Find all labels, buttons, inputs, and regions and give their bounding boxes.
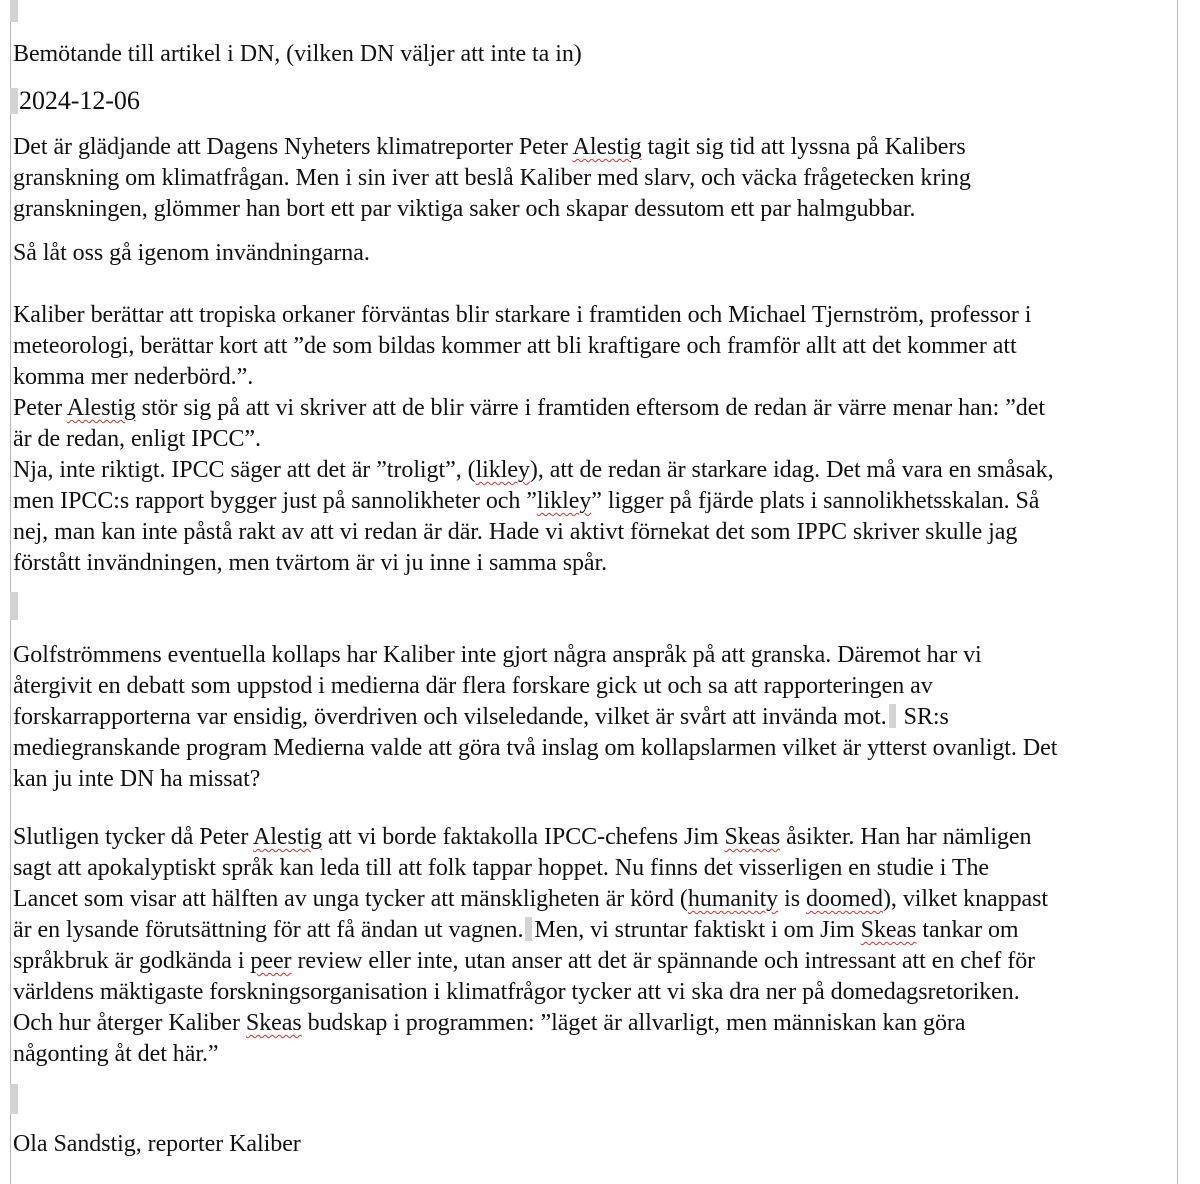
spellcheck-word: Alestig [66,395,136,421]
paragraph-marker [10,0,18,22]
spellcheck-word: doomed [805,886,883,912]
section2-line: Golfströmmens eventuella kollaps har Kaliber inte gjort några anspråk på att granska. Däremot har vi [13,642,982,668]
section1-line: nej, man kan inte påstå rakt av att vi redan är där. Hade vi aktivt förnekat det som IPPC skriver skulle jag [13,519,1018,545]
document-heading: Bemötande till artikel i DN, (vilken DN väljer att inte ta in) [13,41,582,67]
section1-line: men IPCC:s rapport bygger just på sannolikheter och ”likley” ligger på fjärde plats i sannolikhetsskalan. Så [13,488,1040,514]
intro-line: granskningen, glömmer han bort ett par viktiga saker och skapar dessutom ett par halmgubbar. [13,196,916,222]
spellcheck-word: peer [250,948,292,974]
lead-text: Så låt oss gå igenom invändningarna. [13,240,370,266]
section1-line: Nja, inte riktigt. IPCC säger att det är ”troligt”, (likley), att de redan är starkare idag. Det må vara en småsak, [13,457,1054,483]
section3-line: Lancet som visar att hälften av unga tycker att mänskligheten är körd (humanity is doomed), vilket knappast [13,886,1049,912]
spellcheck-word: Skeas [245,1010,302,1036]
paragraph-marker [10,88,18,114]
inline-marker [525,917,532,941]
section2-line: återgivit en debatt som uppstod i medierna där flera forskare gick ut och sa att rapporteringen av [13,673,933,699]
section2-line: kan ju inte DN ha missat? [13,766,261,792]
spellcheck-word: Skeas [860,917,917,943]
section1-line: meteorologi, berättar kort att ”de som bildas kommer att bli kraftigare och framför allt att det kommer att [13,333,1017,359]
section3-line: är en lysande förutsättning för att få ändan ut vagnen. Men, vi struntar faktiskt i om Jim Skeas tankar om [13,917,1019,943]
document-page [10,0,1178,1184]
paragraph-marker [10,592,18,620]
section1-line: förstått invändningen, men tvärtom är vi ju inne i samma spår. [13,550,608,576]
section3-line: språkbruk är godkända i peer review eller inte, utan anser att det är spännande och intressant att en chef för [13,948,1036,974]
spellcheck-word: likley [536,488,592,514]
spellcheck-word: Alestig [572,134,642,160]
section1-line: är de redan, enligt IPCC”. [13,426,261,452]
spellcheck-word: likley [475,457,530,483]
inline-marker [889,704,896,728]
section3-line: sagt att apokalyptiskt språk kan leda till att folk tappar hoppet. Nu finns det visserligen en studie i The [13,855,989,881]
document-date: 2024-12-06 [19,86,140,115]
section3-line: Och hur återger Kaliber Skeas budskap i programmen: ”läget är allvarligt, men människan kan göra [13,1010,966,1036]
spellcheck-word: Alestig [252,824,322,850]
spellcheck-word: Skeas [724,824,781,850]
intro-line: Det är glädjande att Dagens Nyheters klimatreporter Peter Alestig tagit sig tid att lyssna på Kalibers [13,134,966,160]
section1-line: Kaliber berättar att tropiska orkaner förväntas blir starkare i framtiden och Michael Tjernström, professor i [13,302,1032,328]
spellcheck-word: humanity [687,886,779,912]
intro-line: granskning om klimatfrågan. Men i sin iver att beslå Kaliber med slarv, och väcka frågetecken kring [13,165,971,191]
section2-line: forskarrapporterna var ensidig, överdriven och vilseledande, vilket är svårt att invända mot. SR:s [13,704,949,730]
section3-line: någonting åt det här.” [13,1041,219,1067]
signature: Ola Sandstig, reporter Kaliber [13,1131,301,1157]
paragraph-marker [10,1084,18,1114]
section3-line: världens mäktigaste forskningsorganisation i klimatfrågor tycker att vi ska dra ner på domedagsretoriken. [13,979,1020,1005]
section1-line: Peter Alestig stör sig på att vi skriver att de blir värre i framtiden eftersom de redan är värre menar han: ”det [13,395,1045,421]
section2-line: mediegranskande program Medierna valde att göra två inslag om kollapslarmen vilket är ytterst ovanligt. Det [13,735,1058,761]
section3-line: Slutligen tycker då Peter Alestig att vi borde faktakolla IPCC-chefens Jim Skeas åsikter. Han har nämligen [13,824,1032,850]
section1-line: komma mer nederbörd.”. [13,364,254,390]
